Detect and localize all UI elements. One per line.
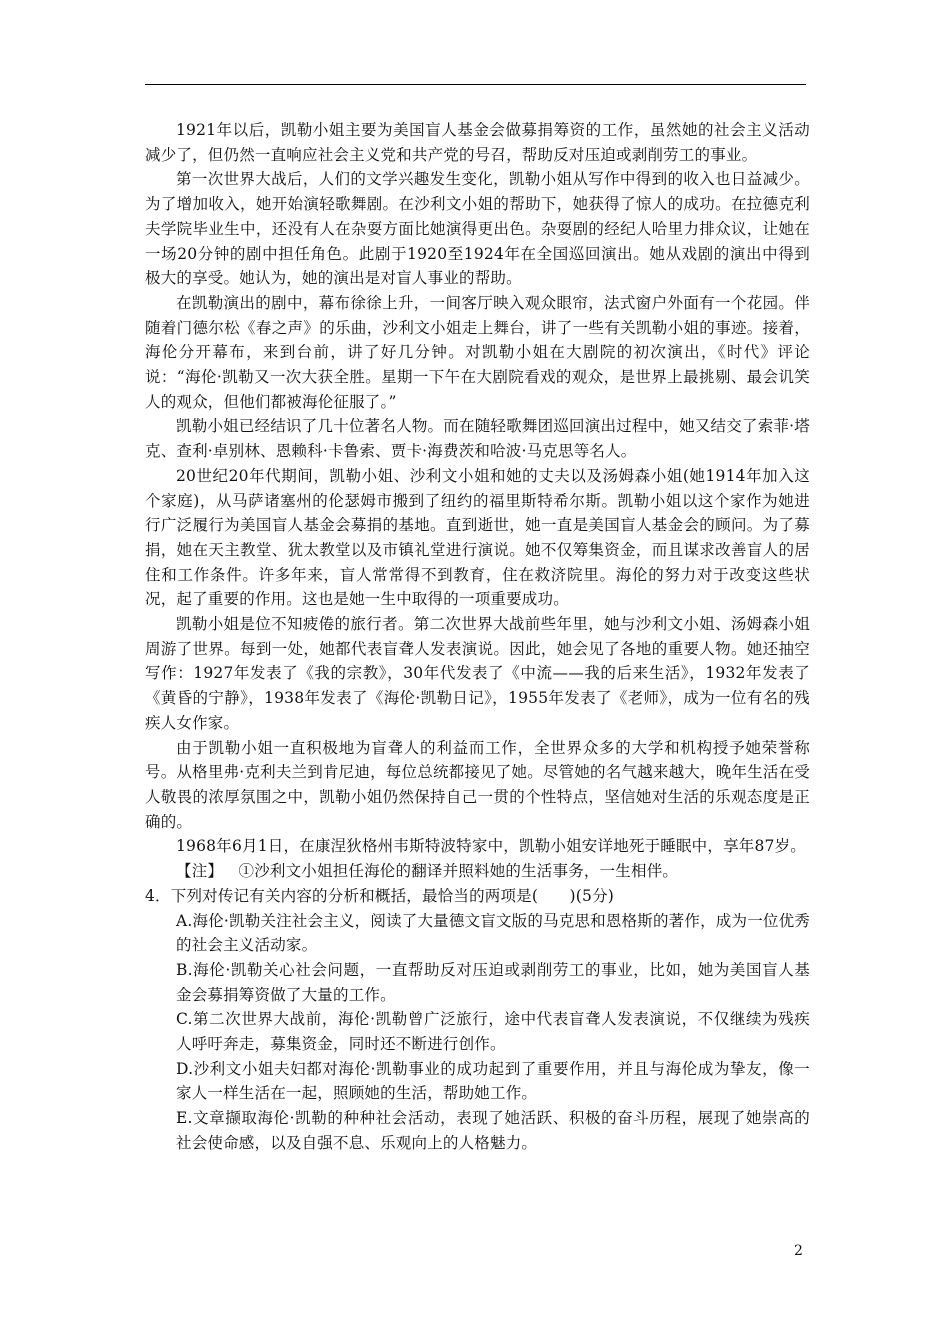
- footnote-text: ①沙利文小姐担任海伦的翻译并照料她的生活事务，一生相伴。: [238, 862, 679, 881]
- body-paragraph: 1921年以后，凯勒小姐主要为美国盲人基金会做募捐筹资的工作，虽然她的社会主义活动减少了，但仍然一直响应社会主义党和共产党的号召，帮助反对压迫或剥削劳工的事业。: [145, 121, 810, 164]
- body-paragraph: 在凯勒演出的剧中，幕布徐徐上升，一间客厅映入观众眼帘，法式窗户外面有一个花园。伴随着门德尔松《春之声》的乐曲，沙利文小姐走上舞台，讲了一些有关凯勒小姐的事迹。接着，海伦分开幕布，来到台前，讲了好几分钟。对凯勒小姐在大剧院的初次演出，《时代》评论说：“海伦·凯勒又一次大获全胜。星期一下午在大剧院看戏的观众，是世界上最挑剔、最会讥笑人的观众，但他们都被海伦征服了。”: [145, 293, 810, 411]
- footnote: [145, 859, 810, 884]
- option-e: E.文章撷取海伦·凯勒的种种社会活动，表现了她活跃、积极的奋斗历程，展现了她崇高的社会使命感，以及自强不息、乐观向上的人格魅力。: [176, 1109, 810, 1152]
- option-a: A.海伦·凯勒关注社会主义，阅读了大量德文盲文版的马克思和恩格斯的著作，成为一位优秀的社会主义活动家。: [176, 911, 810, 955]
- body-paragraph: 20世纪20年代期间，凯勒小姐、沙利文小姐和她的丈夫以及汤姆森小姐(她1914年加入这个家庭)，从马萨诸塞州的伦瑟姆市搬到了纽约的福里斯特希尔斯。凯勒小姐以这个家作为她进行广泛履行为美国盲人基金会募捐的基地。直到逝世，她一直是美国盲人基金会的顾问。为了募捐，她在天主教堂、犹太教堂以及市镇礼堂进行演说。她不仅筹集资金，而且谋求改善盲人的居住和工作条件。许多年来，盲人常常得不到教育，住在救济院里。海伦的努力对于改变这些状况，起了重要的作用。这也是她一生中取得的一项重要成功。: [145, 466, 810, 609]
- body-paragraph: 1968年6月1日，在康涅狄格州韦斯特波特家中，凯勒小姐安详地死于睡眠中，享年87岁。: [176, 837, 806, 856]
- answer-options: [145, 909, 810, 1156]
- option-d: D.沙利文小姐夫妇都对海伦·凯勒事业的成功起到了重要作用，并且与海伦成为挚友，像一家人一样生活在一起，照顾她的生活，帮助她工作。: [176, 1059, 810, 1103]
- body-paragraph: 由于凯勒小姐一直积极地为盲聋人的利益而工作，全世界众多的大学和机构授予她荣誉称号。从格里弗·克利夫兰到肯尼迪，每位总统都接见了她。尽管她的名气越来越大，晚年生活在受人敬畏的浓厚氛围之中，凯勒小姐仍然保持自己一贯的个性特点，坚信她对生活的乐观态度是正确的。: [145, 738, 810, 831]
- header-rule: [145, 84, 806, 85]
- body-paragraph: 第一次世界大战后，人们的文学兴趣发生变化，凯勒小姐从写作中得到的收入也日益减少。为了增加收入，她开始演轻歌舞剧。在沙利文小姐的帮助下，她获得了惊人的成功。在拉德克利夫学院毕业生中，还没有人在杂耍方面比她演得更出色。杂耍剧的经纪人哈里力排众议，让她在一场20分钟的剧中担任角色。此剧于1920至1924年在全国巡回演出。她从戏剧的演出中得到极大的享受。她认为，她的演出是对盲人事业的帮助。: [145, 170, 810, 288]
- option-c: C.第二次世界大战前，海伦·凯勒曾广泛旅行，途中代表盲聋人发表演说，不仅继续为残疾人呼吁奔走，募集资金，同时还不断进行创作。: [176, 1010, 810, 1054]
- option-b: B.海伦·凯勒关心社会问题，一直帮助反对压迫或剥削劳工的事业，比如，她为美国盲人基金会募捐筹资做了大量的工作。: [176, 960, 810, 1004]
- page-content: [145, 118, 810, 1156]
- body-paragraph: 凯勒小姐已经结识了几十位著名人物。而在随轻歌舞团巡回演出过程中，她又结交了索菲·塔克、查利·卓别林、恩赖科·卡鲁索、贾卡·海费茨和哈波·马克思等名人。: [145, 417, 810, 461]
- question-stem: 4．下列对传记有关内容的分析和概括，最恰当的两项是( )(5分): [145, 886, 615, 905]
- page-number: 2: [794, 1243, 803, 1259]
- footnote-label: 【注】: [176, 862, 224, 881]
- body-paragraph: 凯勒小姐是位不知疲倦的旅行者。第二次世界大战前些年里，她与沙利文小姐、汤姆森小姐周游了世界。每到一处，她都代表盲聋人发表演说。因此，她会见了各地的重要人物。她还抽空写作：1927年发表了《我的宗教》，30年代发表了《中流——我的后来生活》，1932年发表了《黄昏的宁静》，1938年发表了《海伦·凯勒日记》，1955年发表了《老师》，成为一位有名的残疾人女作家。: [145, 615, 810, 732]
